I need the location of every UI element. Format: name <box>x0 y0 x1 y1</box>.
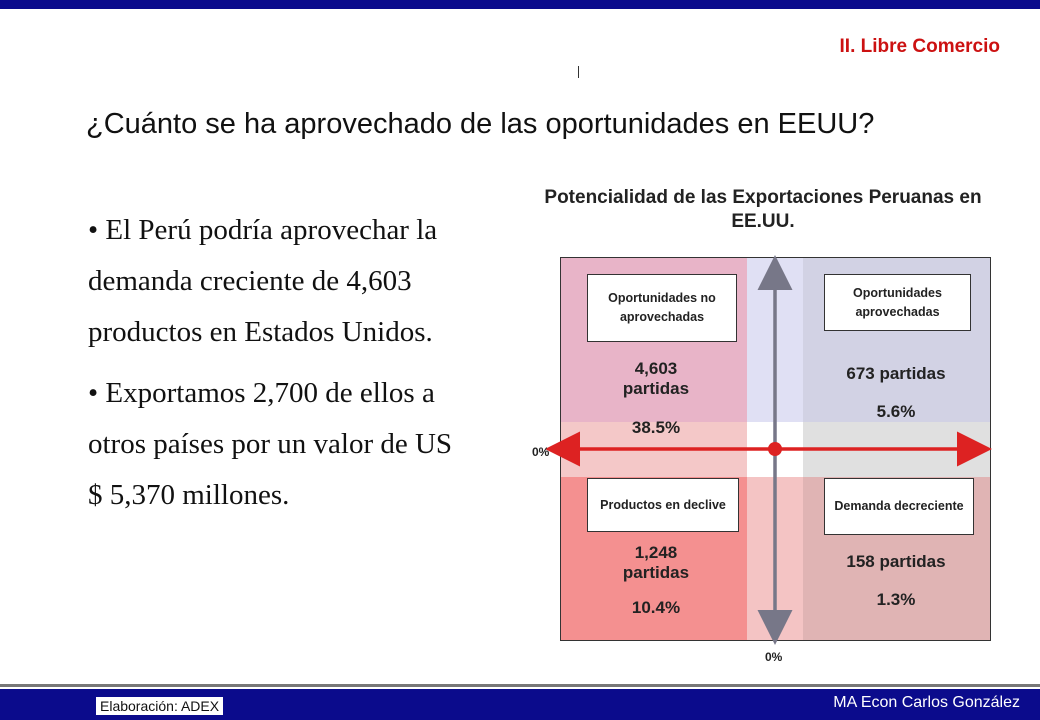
quadrant-count-unexploited: 4,603 partidas <box>622 359 690 398</box>
cell-top-center <box>747 258 803 422</box>
footer-divider <box>0 684 1040 687</box>
horizontal-axis-label: 0% <box>532 445 550 459</box>
cell-mid-center <box>747 422 803 477</box>
vertical-axis-label: 0% <box>765 650 783 664</box>
quadrant-pct-declining-demand: 1.3% <box>876 590 916 609</box>
quadrant-pct-unexploited: 38.5% <box>631 418 681 437</box>
quadrant-pct-exploited: 5.6% <box>876 402 916 421</box>
tick-mark <box>578 66 579 78</box>
quadrant-label-text: Oportunidades no aprovechadas <box>608 291 716 324</box>
quadrant-diagram <box>560 257 991 641</box>
quadrant-label-declining-demand <box>824 478 974 535</box>
quadrant-label-exploited <box>824 274 971 331</box>
page-title: ¿Cuánto se ha aprovechado de las oportunidades en EEUU? <box>86 108 875 140</box>
section-label: II. Libre Comercio <box>839 36 1000 57</box>
quadrant-pct-declining-products: 10.4% <box>631 598 681 617</box>
quadrant-label-declining-products <box>587 478 739 532</box>
cell-mid-right <box>803 422 990 477</box>
footer-author: MA Econ Carlos González <box>833 694 1020 711</box>
quadrant-label-text: Oportunidades aprovechadas <box>853 285 942 319</box>
quadrant-count-declining-products: 1,248 partidas <box>622 543 690 582</box>
top-bar <box>0 0 1040 9</box>
cell-bottom-center <box>747 477 803 640</box>
quadrant-label-text: Demanda decreciente <box>834 499 964 513</box>
bullet-list <box>88 205 468 531</box>
diagram-title: Potencialidad de las Exportaciones Peruanas en EE.UU. <box>544 187 982 232</box>
quadrant-label-unexploited <box>587 274 737 342</box>
quadrant-count-declining-demand: 158 partidas <box>846 552 946 571</box>
bullet-1: • El Perú podría aprovechar la demanda creciente de 4,603 productos en Estados Unidos. <box>88 214 438 348</box>
quadrant-label-text: Productos en declive <box>600 497 726 512</box>
footer-source: Elaboración: ADEX <box>96 697 223 715</box>
quadrant-count-exploited: 673 partidas <box>846 364 946 383</box>
bullet-2: • Exportamos 2,700 de ellos a otros países por un valor de US $ 5,370 millones. <box>88 377 453 511</box>
